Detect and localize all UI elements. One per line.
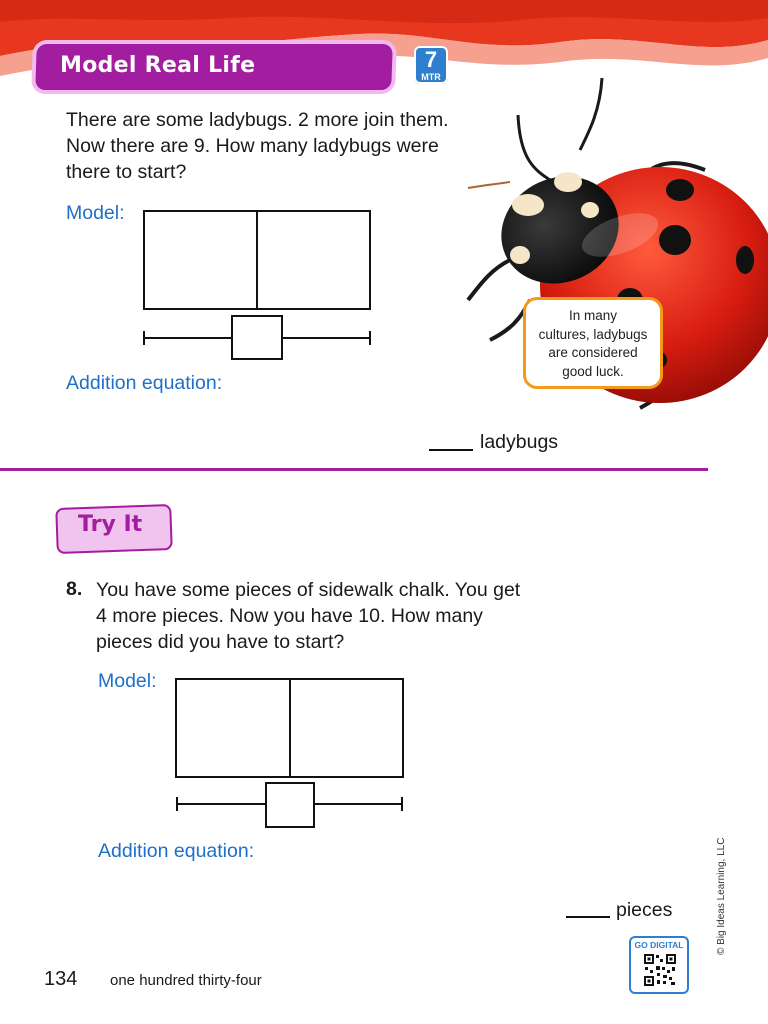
fun-fact-line-2: cultures, ladybugs [538,326,648,342]
problem-7-bar-model[interactable] [143,210,371,310]
bracket-line-right [283,337,371,339]
problem-8-number: 8. [66,578,83,600]
bar-model-divider [289,680,291,776]
problem-8-answer-unit: pieces [616,899,673,921]
problem-8-line-1: You have some pieces of sidewalk chalk. You get [96,579,521,601]
problem-8-total-box[interactable] [265,782,315,828]
problem-7-answer-unit: ladybugs [480,431,559,453]
mtr-badge-label: MTR [421,72,441,82]
problem-7-line-2: Now there are 9. How many ladybugs were [66,135,439,157]
go-digital-label: GO DIGITAL [634,940,684,950]
mtr-badge [414,46,448,84]
section-title: Model Real Life [60,53,256,78]
copyright-notice: © Big Ideas Learning, LLC [716,837,727,955]
fun-fact-line-3: are considered [548,345,638,360]
bracket-line-left [176,803,265,805]
qr-code-icon [643,953,677,987]
problem-7-model-label: Model: [66,202,125,224]
page-number: 134 [44,968,78,990]
mtr-badge-number: 7 [424,47,438,72]
fun-fact-callout [523,297,663,389]
try-it-label: Try It [78,512,143,537]
problem-8-model-label: Model: [98,670,157,692]
section-divider [0,468,708,471]
problem-7-line-1: There are some ladybugs. 2 more join them. [66,109,449,131]
problem-8-line-3: pieces did you have to start? [96,631,345,653]
fun-fact-line-4: good luck. [562,363,624,379]
problem-7-line-3: there to start? [66,161,187,183]
fun-fact-line-1: In many [568,308,618,323]
bracket-tick-right [401,797,403,811]
problem-7-total-box[interactable] [231,315,283,360]
bracket-line-right [315,803,403,805]
problem-7-equation-label: Addition equation: [66,372,223,394]
problem-8-equation-label: Addition equation: [98,840,255,862]
problem-8-answer-blank[interactable] [566,916,610,918]
problem-8-bar-model[interactable] [175,678,404,778]
problem-7-answer-blank[interactable] [429,449,473,451]
go-digital-box[interactable] [629,936,689,994]
bracket-line-left [143,337,231,339]
problem-8-line-2: 4 more pieces. Now you have 10. How many [96,605,483,627]
bracket-tick-right [369,331,371,345]
bar-model-divider [256,212,258,308]
page-number-words: one hundred thirty-four [110,972,262,989]
